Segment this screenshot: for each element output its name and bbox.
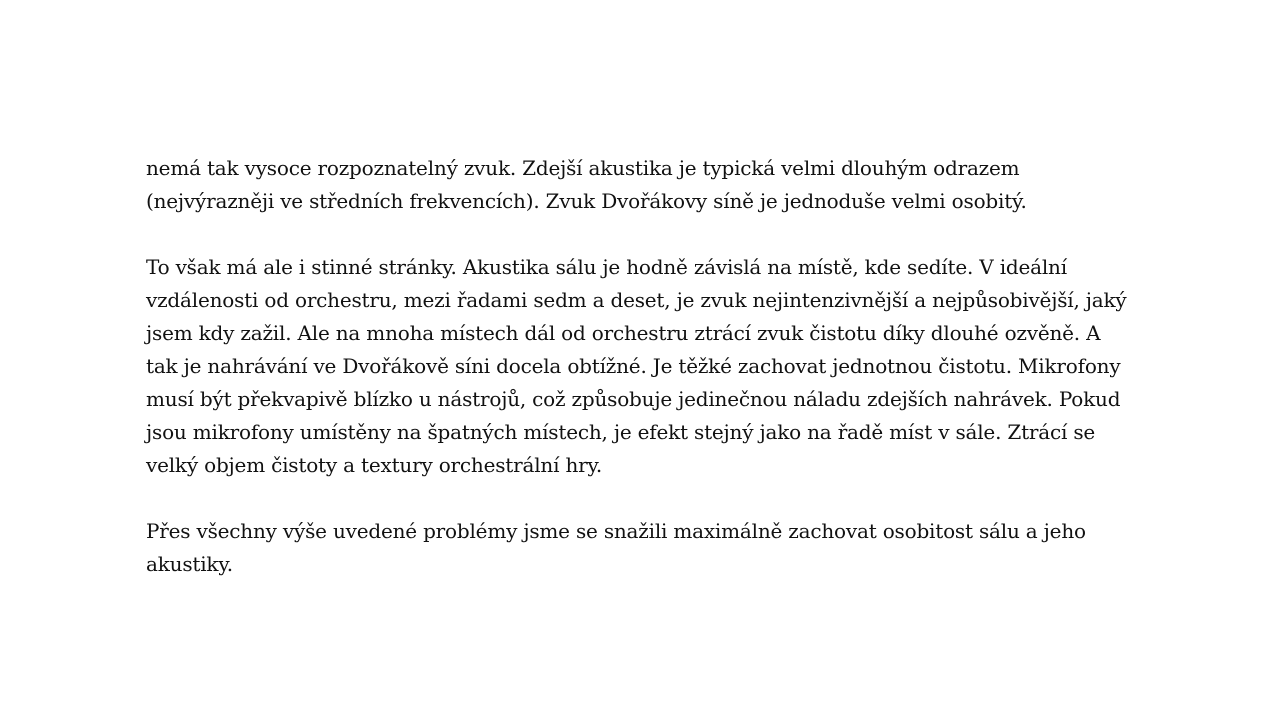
- paragraph-2: To však má ale i stinné stránky. Akustika sálu je hodně závislá na místě, kde sedíte. V ideální vzdálenosti od orchestru, mezi řadami sedm a deset, je zvuk nejintenzivnější a nejpůsobivější, jaký jsem kdy zažil. Ale na mnoha místech dál od orchestru ztrácí zvuk čistotu díky dlouhé ozvěně. A tak je nahrávání ve Dvořákově síni docela obtížné. Je těžké zachovat jednotnou čistotu. Mikrofony musí být překvapivě blízko u nástrojů, což způsobuje jedinečnou náladu zdejších nahrávek. Pokud jsou mikrofony umístěny na špatných místech, je efekt stejný jako na řadě míst v sále. Ztrácí se velký objem čistoty a textury orchestrální hry.: [146, 255, 1127, 477]
- document-body: [146, 152, 1136, 581]
- paragraph-1: nemá tak vysoce rozpoznatelný zvuk. Zdejší akustika je typická velmi dlouhým odrazem (nejvýrazněji ve středních frekvencích). Zvuk Dvořákovy síně je jednoduše velmi osobitý.: [146, 156, 1027, 213]
- paragraph-3: Přes všechny výše uvedené problémy jsme se snažili maximálně zachovat osobitost sálu a jeho akustiky.: [146, 519, 1086, 576]
